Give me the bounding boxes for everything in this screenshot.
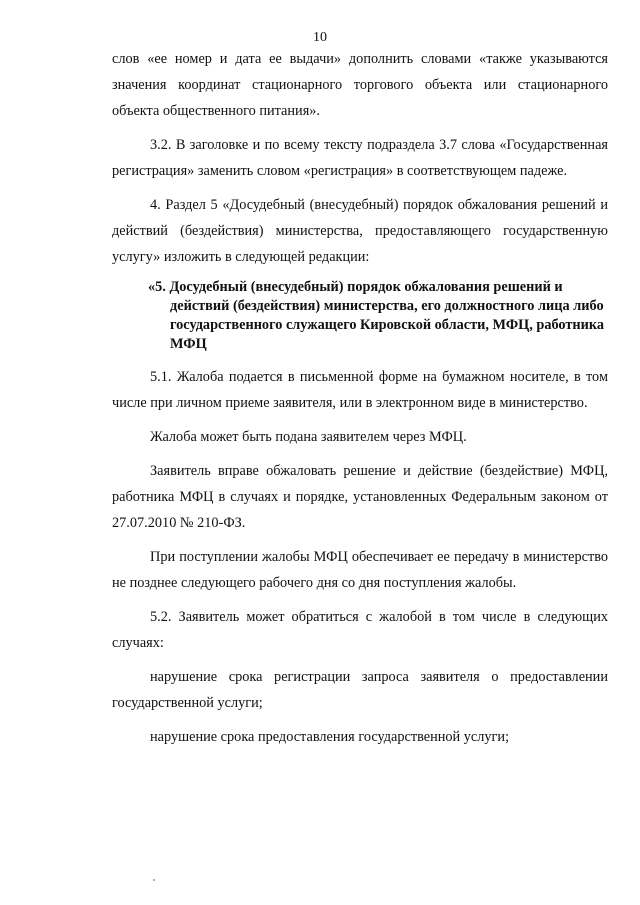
paragraph-1: слов «ее номер и дата ее выдачи» дополнить словами «также указываются значения координат стационарного торгового объекта или стационарного объекта общественного питания».	[112, 51, 608, 119]
paragraph-mfc-submission: Жалоба может быть подана заявителем через МФЦ.	[150, 429, 467, 445]
paragraph-mfc-appeal: Заявитель вправе обжаловать решение и действие (бездействие) МФЦ, работника МФЦ в случаях и порядке, установленных Федеральным законом от 27.07.2010 № 210-ФЗ.	[112, 463, 608, 531]
scan-speck	[153, 879, 155, 881]
paragraph-4: 4. Раздел 5 «Досудебный (внесудебный) порядок обжалования решений и действий (бездействия) министерства, предоставляющего государственную услугу» изложить в следующей редакции:	[112, 197, 608, 265]
list-item-term-violation: нарушение срока предоставления государственной услуги;	[150, 729, 510, 745]
section-5-heading: «5. Досудебный (внесудебный) порядок обжалования решений и действий (бездействия) министерства, его должностного лица либо государственного служащего Кировской области, МФЦ, работника МФЦ	[148, 279, 605, 352]
paragraph-3-2: 3.2. В заголовке и по всему тексту подраздела 3.7 слова «Государственная регистрация» заменить словом «регистрация» в соответствующем падеже.	[112, 137, 608, 179]
page-number: 10	[313, 30, 327, 45]
paragraph-5-1: 5.1. Жалоба подается в письменной форме на бумажном носителе, в том числе при личном приеме заявителя, или в электронном виде в министерство.	[112, 369, 608, 411]
list-item-registration-violation: нарушение срока регистрации запроса заявителя о предоставлении государственной услуги;	[112, 669, 608, 711]
paragraph-mfc-transfer: При поступлении жалобы МФЦ обеспечивает ее передачу в министерство не позднее следующего рабочего дня со дня поступления жалобы.	[112, 549, 608, 591]
document-body	[112, 46, 608, 750]
paragraph-5-2: 5.2. Заявитель может обратиться с жалобой в том числе в следующих случаях:	[112, 609, 608, 651]
